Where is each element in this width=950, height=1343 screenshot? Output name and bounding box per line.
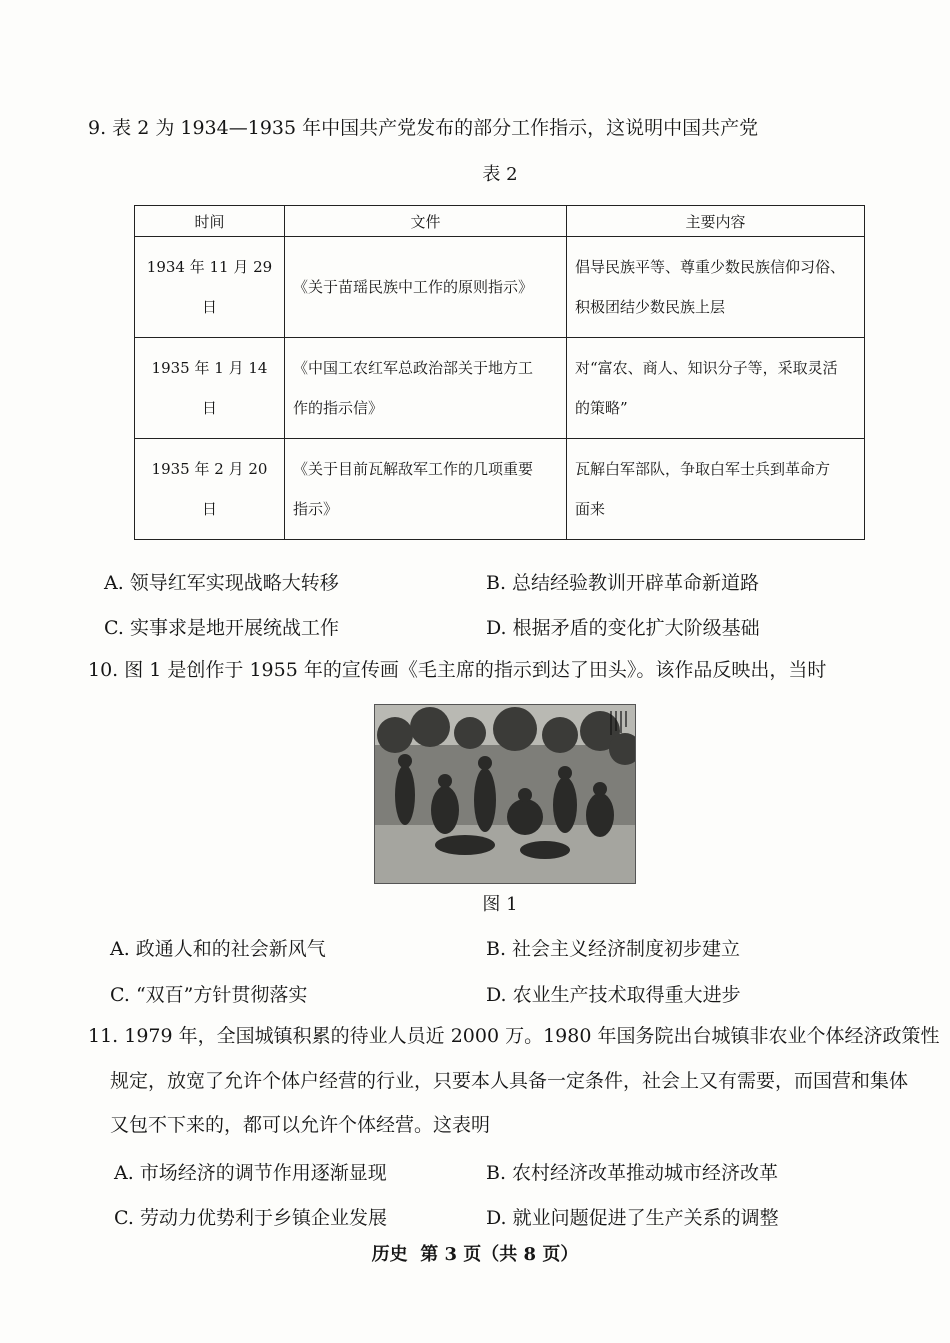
- cell-content-line: 倡导民族平等、尊重少数民族信仰习俗、: [575, 258, 846, 276]
- page-footer: 历史 第 3 页（共 8 页）: [371, 1244, 579, 1265]
- cell-document-line: 《关于苗瑶民族中工作的原则指示》: [293, 278, 534, 296]
- q9-option-d: D. 根据矛盾的变化扩大阶级基础: [486, 617, 760, 639]
- q10-option-c: C. “双百”方针贯彻落实: [110, 984, 308, 1006]
- cell-document: [285, 439, 567, 540]
- cell-date: 1935 年 2 月 20 日: [135, 439, 285, 540]
- cell-date: 1934 年 11 月 29 日: [135, 237, 285, 338]
- cell-document-line: 作的指示信》: [293, 399, 384, 417]
- q9-stem: 9. 表 2 为 1934—1935 年中国共产党发布的部分工作指示，这说明中国共产党: [88, 117, 759, 139]
- q10-option-a: A. 政通人和的社会新风气: [110, 938, 326, 960]
- cell-content-line: 的策略”: [575, 399, 628, 417]
- cell-document-line: 《中国工农红军总政治部关于地方工: [293, 359, 534, 377]
- table-header-row: [135, 206, 865, 237]
- cell-content-line: 瓦解白军部队，争取白军士兵到革命方: [575, 460, 831, 478]
- q11-option-a: A. 市场经济的调节作用逐渐显现: [114, 1162, 387, 1184]
- cell-document: [285, 338, 567, 439]
- table-row: [135, 338, 865, 439]
- q11-option-d: D. 就业问题促进了生产关系的调整: [486, 1207, 779, 1229]
- q11-option-b: B. 农村经济改革推动城市经济改革: [486, 1162, 779, 1184]
- cell-content-line: 积极团结少数民族上层: [575, 298, 726, 316]
- q9-option-c: C. 实事求是地开展统战工作: [104, 617, 339, 639]
- q9-option-b: B. 总结经验教训开辟革命新道路: [486, 572, 760, 594]
- q9-option-a: A. 领导红军实现战略大转移: [104, 572, 339, 594]
- cell-document-line: 指示》: [293, 500, 339, 518]
- cell-content: [567, 338, 865, 439]
- cell-document-line: 《关于目前瓦解敌军工作的几项重要: [293, 460, 534, 478]
- cell-content: [567, 237, 865, 338]
- painting-illustration: [375, 705, 635, 883]
- header-date: 时间: [135, 206, 285, 237]
- cell-document: [285, 237, 567, 338]
- cell-content: [567, 439, 865, 540]
- table-2: [134, 205, 865, 540]
- header-content: 主要内容: [567, 206, 865, 237]
- figure-caption: 图 1: [482, 894, 518, 915]
- q10-option-d: D. 农业生产技术取得重大进步: [486, 984, 741, 1006]
- q11-stem-line-1: 11. 1979 年，全国城镇积累的待业人员近 2000 万。1980 年国务院出台城镇非农业个体经济政策性: [88, 1025, 940, 1047]
- table-row: [135, 439, 865, 540]
- q10-option-b: B. 社会主义经济制度初步建立: [486, 938, 741, 960]
- q11-option-c: C. 劳动力优势利于乡镇企业发展: [114, 1207, 387, 1229]
- propaganda-painting-image: [374, 704, 636, 884]
- header-document: 文件: [285, 206, 567, 237]
- cell-content-line: 对“富农、商人、知识分子等，采取灵活: [575, 359, 838, 377]
- q11-stem-line-3: 又包不下来的，都可以允许个体经营。这表明: [110, 1114, 491, 1136]
- cell-content-line: 面来: [575, 500, 606, 518]
- q11-stem-line-2: 规定，放宽了允许个体户经营的行业，只要本人具备一定条件，社会上又有需要，而国营和集体: [110, 1070, 909, 1092]
- q10-stem: 10. 图 1 是创作于 1955 年的宣传画《毛主席的指示到达了田头》。该作品反映出，当时: [88, 659, 827, 681]
- table-row: [135, 237, 865, 338]
- cell-date: 1935 年 1 月 14 日: [135, 338, 285, 439]
- table-title: 表 2: [482, 164, 518, 185]
